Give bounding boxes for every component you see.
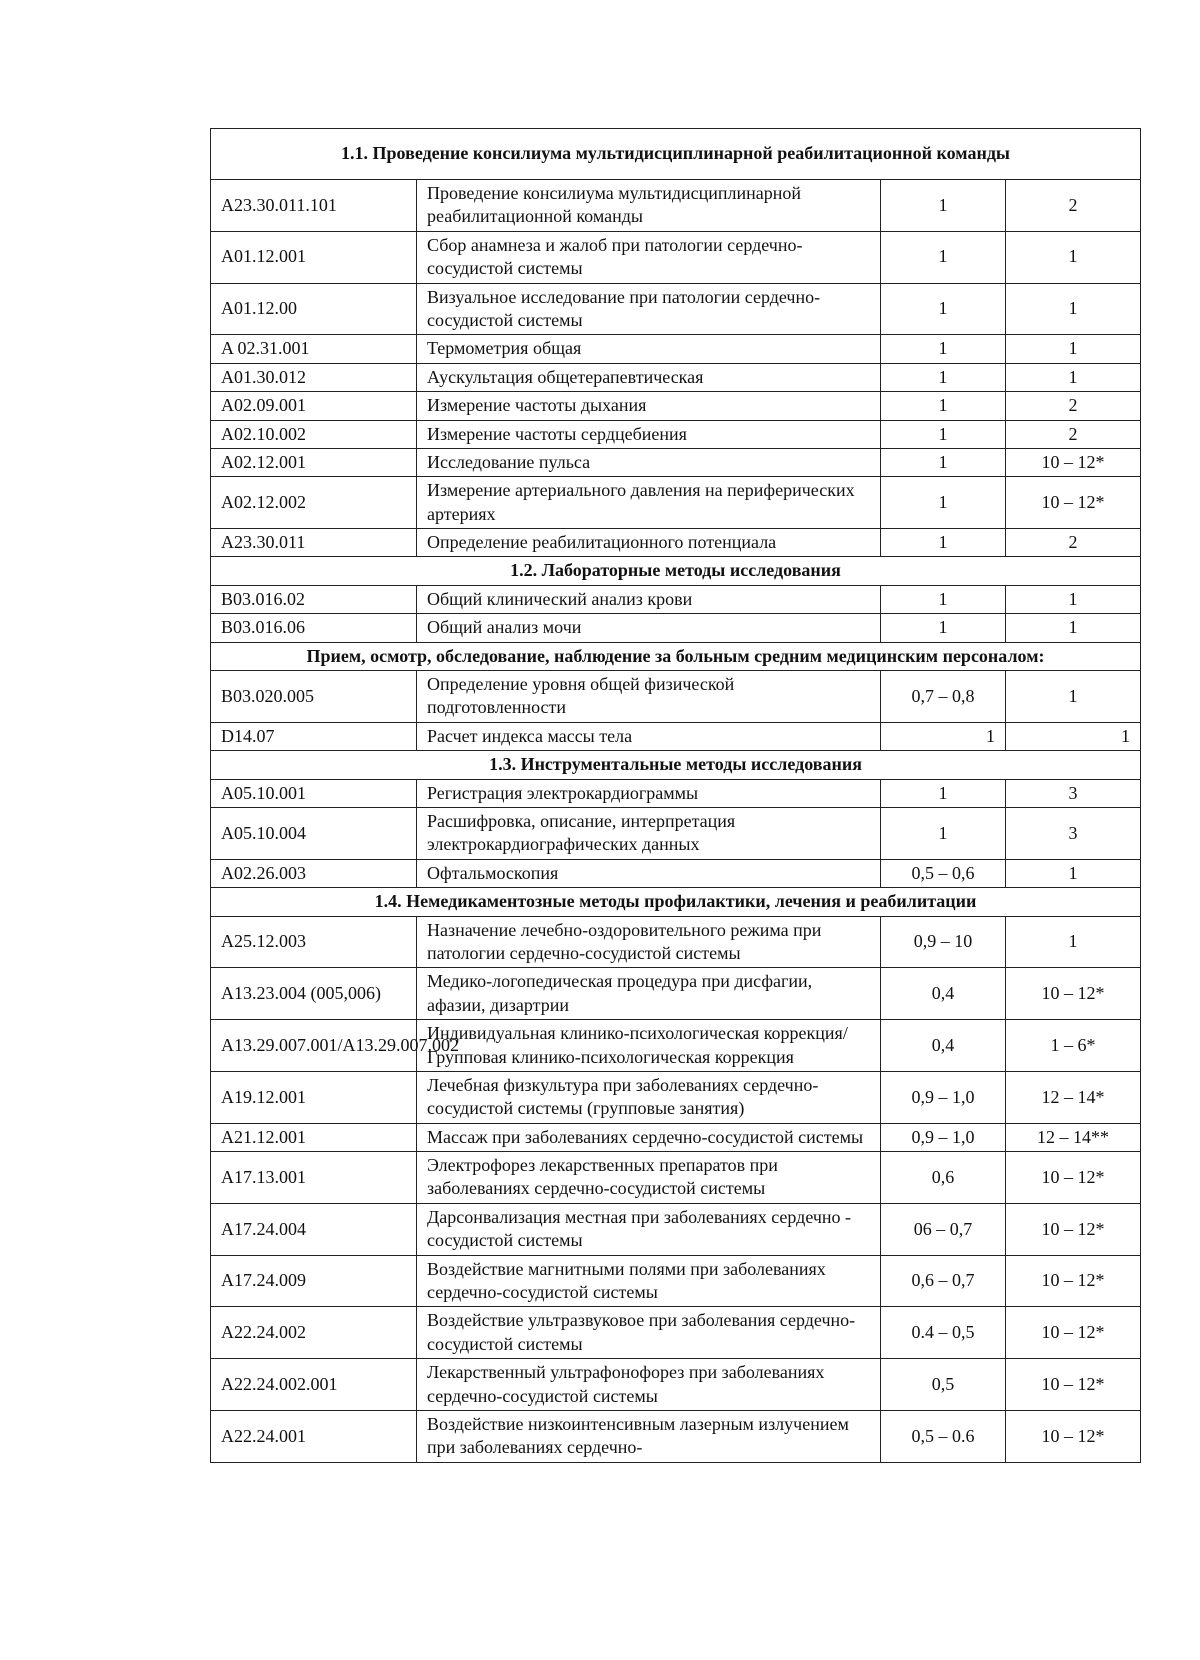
multiplicity-cell: 10 – 12* [1006,477,1141,529]
multiplicity-cell: 1 [1006,335,1141,363]
service-name-cell: Исследование пульса [417,448,881,476]
service-code-cell: A05.10.001 [211,779,417,807]
service-name-cell: Регистрация электрокардиограммы [417,779,881,807]
frequency-cell: 1 [881,231,1006,283]
service-name-cell: Измерение артериального давления на периферических артериях [417,477,881,529]
service-code-cell: A22.24.002.001 [211,1359,417,1411]
service-name-cell: Термометрия общая [417,335,881,363]
services-table [210,128,1141,1463]
frequency-cell: 1 [881,283,1006,335]
table-row [211,916,1141,968]
service-code-cell: A02.12.002 [211,477,417,529]
frequency-cell: 0,9 – 1,0 [881,1071,1006,1123]
table-row [211,722,1141,750]
service-code-cell: A02.10.002 [211,420,417,448]
frequency-cell: 0,7 – 0,8 [881,671,1006,723]
table-row [211,420,1141,448]
service-name-cell: Индивидуальная клинико-психологическая коррекция/Групповая клинико-психологическая коррекция [417,1020,881,1072]
service-name-cell: Общий анализ мочи [417,614,881,642]
frequency-cell: 0,6 [881,1152,1006,1204]
section-title: Прием, осмотр, обследование, наблюдение за больным средним медицинским персоналом: [211,642,1141,670]
service-code-cell: B03.016.02 [211,585,417,613]
frequency-cell: 06 – 0,7 [881,1203,1006,1255]
multiplicity-cell: 2 [1006,529,1141,557]
service-code-cell: A13.23.004 (005,006) [211,968,417,1020]
service-code-cell: A23.30.011.101 [211,180,417,232]
section-header-row [211,888,1141,916]
multiplicity-cell: 2 [1006,420,1141,448]
service-code-cell: A25.12.003 [211,916,417,968]
multiplicity-cell: 10 – 12* [1006,1203,1141,1255]
frequency-cell: 1 [881,614,1006,642]
service-code-cell: A17.24.004 [211,1203,417,1255]
frequency-cell: 0,6 – 0,7 [881,1255,1006,1307]
multiplicity-cell: 2 [1006,392,1141,420]
table-row [211,968,1141,1020]
table-row [211,1123,1141,1151]
frequency-cell: 1 [881,180,1006,232]
service-name-cell: Воздействие низкоинтенсивным лазерным излучением при заболеваниях сердечно- [417,1410,881,1462]
service-code-cell: A01.12.00 [211,283,417,335]
frequency-cell: 0.4 – 0,5 [881,1307,1006,1359]
frequency-cell: 1 [881,529,1006,557]
section-title: 1.1. Проведение консилиума мультидисциплинарной реабилитационной команды [211,129,1141,180]
service-code-cell: A13.29.007.001/A13.29.007.002 [211,1020,417,1072]
multiplicity-cell: 1 [1006,859,1141,887]
service-name-cell: Лечебная физкультура при заболеваниях сердечно-сосудистой системы (групповые занятия) [417,1071,881,1123]
table-row [211,1203,1141,1255]
service-code-cell: A02.12.001 [211,448,417,476]
service-code-cell: B03.020.005 [211,671,417,723]
table-row [211,335,1141,363]
service-name-cell: Назначение лечебно-оздоровительного режима при патологии сердечно-сосудистой системы [417,916,881,968]
multiplicity-cell: 1 [1006,671,1141,723]
multiplicity-cell: 10 – 12* [1006,448,1141,476]
service-name-cell: Определение уровня общей физической подготовленности [417,671,881,723]
multiplicity-cell: 1 [1006,363,1141,391]
service-name-cell: Воздействие ультразвуковое при заболевания сердечно-сосудистой системы [417,1307,881,1359]
table-row [211,180,1141,232]
multiplicity-cell: 2 [1006,180,1141,232]
multiplicity-cell: 10 – 12* [1006,1410,1141,1462]
service-name-cell: Медико-логопедическая процедура при дисфагии, афазии, дизартрии [417,968,881,1020]
service-code-cell: A01.12.001 [211,231,417,283]
table-row [211,614,1141,642]
table-row [211,1071,1141,1123]
section-header-row [211,642,1141,670]
service-code-cell: A02.26.003 [211,859,417,887]
frequency-cell: 1 [881,448,1006,476]
frequency-cell: 0,4 [881,968,1006,1020]
table-row [211,283,1141,335]
section-title: 1.3. Инструментальные методы исследования [211,751,1141,779]
section-header-row [211,129,1141,180]
section-title: 1.4. Немедикаментозные методы профилактики, лечения и реабилитации [211,888,1141,916]
service-name-cell: Измерение частоты дыхания [417,392,881,420]
multiplicity-cell: 1 [1006,231,1141,283]
service-name-cell: Дарсонвализация местная при заболеваниях сердечно - сосудистой системы [417,1203,881,1255]
frequency-cell: 1 [881,807,1006,859]
multiplicity-cell: 1 [1006,916,1141,968]
frequency-cell: 1 [881,585,1006,613]
table-row [211,1359,1141,1411]
frequency-cell: 0,5 – 0.6 [881,1410,1006,1462]
multiplicity-cell: 10 – 12* [1006,968,1141,1020]
service-code-cell: A22.24.002 [211,1307,417,1359]
table-row [211,392,1141,420]
multiplicity-cell: 1 [1006,722,1141,750]
multiplicity-cell: 1 – 6* [1006,1020,1141,1072]
frequency-cell: 1 [881,363,1006,391]
frequency-cell: 1 [881,392,1006,420]
service-code-cell: A22.24.001 [211,1410,417,1462]
service-name-cell: Воздействие магнитными полями при заболеваниях сердечно-сосудистой системы [417,1255,881,1307]
table-row [211,859,1141,887]
service-code-cell: A17.24.009 [211,1255,417,1307]
frequency-cell: 0,5 – 0,6 [881,859,1006,887]
service-name-cell: Аускультация общетерапевтическая [417,363,881,391]
table-row [211,585,1141,613]
service-code-cell: A17.13.001 [211,1152,417,1204]
frequency-cell: 0,5 [881,1359,1006,1411]
frequency-cell: 1 [881,477,1006,529]
service-name-cell: Сбор анамнеза и жалоб при патологии сердечно-сосудистой системы [417,231,881,283]
multiplicity-cell: 3 [1006,779,1141,807]
multiplicity-cell: 1 [1006,585,1141,613]
frequency-cell: 1 [881,779,1006,807]
table-row [211,1410,1141,1462]
multiplicity-cell: 3 [1006,807,1141,859]
table-row [211,807,1141,859]
service-code-cell: A19.12.001 [211,1071,417,1123]
table-row [211,1152,1141,1204]
section-header-row [211,751,1141,779]
table-row [211,1255,1141,1307]
service-code-cell: A 02.31.001 [211,335,417,363]
service-code-cell: B03.016.06 [211,614,417,642]
multiplicity-cell: 10 – 12* [1006,1359,1141,1411]
multiplicity-cell: 12 – 14** [1006,1123,1141,1151]
frequency-cell: 1 [881,420,1006,448]
table-row [211,1020,1141,1072]
table-row [211,671,1141,723]
table-row [211,779,1141,807]
service-code-cell: A02.09.001 [211,392,417,420]
service-name-cell: Общий клинический анализ крови [417,585,881,613]
service-name-cell: Электрофорез лекарственных препаратов при заболеваниях сердечно-сосудистой системы [417,1152,881,1204]
multiplicity-cell: 10 – 12* [1006,1307,1141,1359]
multiplicity-cell: 10 – 12* [1006,1152,1141,1204]
service-name-cell: Офтальмоскопия [417,859,881,887]
frequency-cell: 0,9 – 10 [881,916,1006,968]
frequency-cell: 0,4 [881,1020,1006,1072]
service-code-cell: A21.12.001 [211,1123,417,1151]
multiplicity-cell: 1 [1006,283,1141,335]
service-code-cell: A01.30.012 [211,363,417,391]
table-row [211,231,1141,283]
service-name-cell: Измерение частоты сердцебиения [417,420,881,448]
section-header-row [211,557,1141,585]
service-code-cell: A23.30.011 [211,529,417,557]
frequency-cell: 0,9 – 1,0 [881,1123,1006,1151]
table-row [211,1307,1141,1359]
service-name-cell: Визуальное исследование при патологии сердечно-сосудистой системы [417,283,881,335]
multiplicity-cell: 1 [1006,614,1141,642]
service-name-cell: Проведение консилиума мультидисциплинарной реабилитационной команды [417,180,881,232]
multiplicity-cell: 10 – 12* [1006,1255,1141,1307]
table-row [211,477,1141,529]
service-name-cell: Определение реабилитационного потенциала [417,529,881,557]
table-row [211,529,1141,557]
service-code-cell: A05.10.004 [211,807,417,859]
frequency-cell: 1 [881,335,1006,363]
multiplicity-cell: 12 – 14* [1006,1071,1141,1123]
service-name-cell: Массаж при заболеваниях сердечно-сосудистой системы [417,1123,881,1151]
service-code-cell: D14.07 [211,722,417,750]
section-title: 1.2. Лабораторные методы исследования [211,557,1141,585]
service-name-cell: Расчет индекса массы тела [417,722,881,750]
service-name-cell: Расшифровка, описание, интерпретация электрокардиографических данных [417,807,881,859]
frequency-cell: 1 [881,722,1006,750]
service-name-cell: Лекарственный ультрафонофорез при заболеваниях сердечно-сосудистой системы [417,1359,881,1411]
table-row [211,363,1141,391]
table-row [211,448,1141,476]
